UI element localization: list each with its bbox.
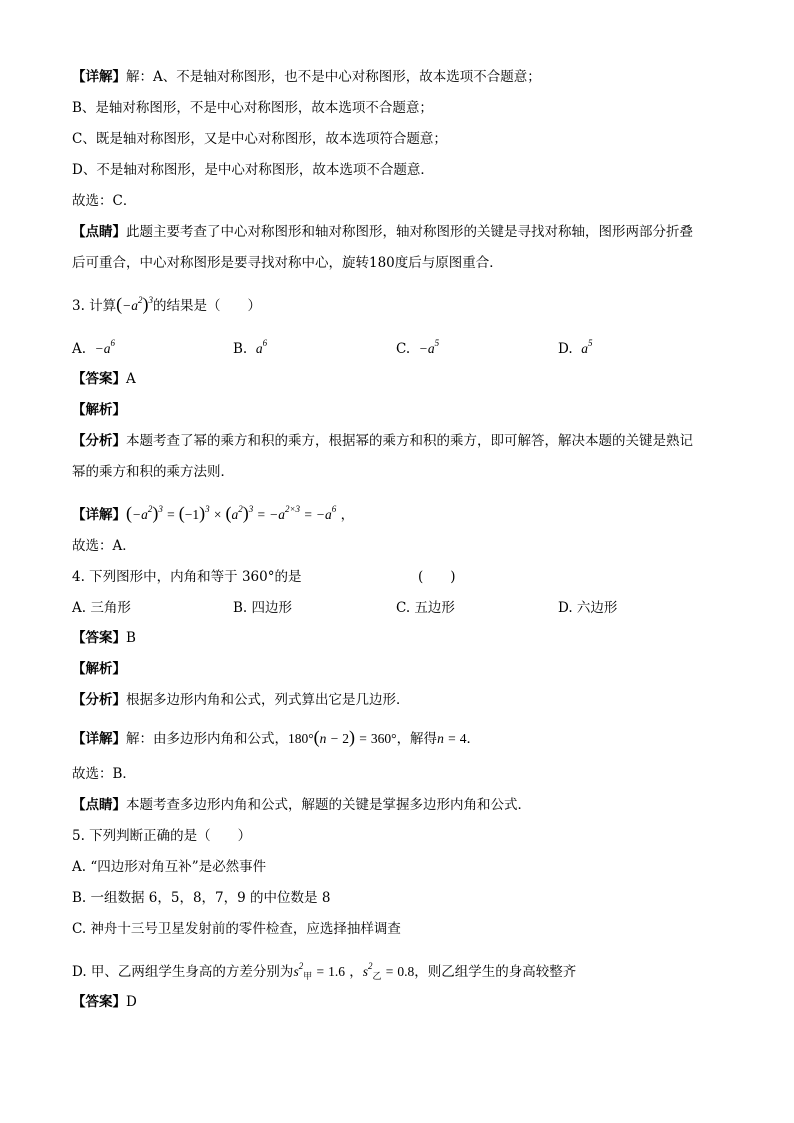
q4-dianjing-line: 【点睛】本题考查多边形内角和公式，解题的关键是掌握多边形内角和公式． — [72, 797, 531, 813]
dianjing-tag: 【点睛】 — [72, 224, 126, 240]
q4-paren: ( ) — [418, 569, 456, 585]
q5-variance-formula: $s^2_甲 = 1.6$ — [293, 961, 345, 981]
q4-option-a: A. 三角形 — [72, 600, 131, 616]
q4-option-d: D. 六边形 — [558, 600, 618, 616]
q4-analysis-heading: 【解析】 — [72, 661, 126, 677]
q3-choose: 故选：A． — [72, 538, 136, 554]
detail-line-c: C、既是轴对称图形，又是中心对称图形，故本选项符合题意； — [72, 131, 447, 147]
q5-option-a: A. “四边形对角互补”是必然事件 — [72, 859, 267, 875]
detail-line — [72, 67, 541, 87]
q4-option-b: B. 四边形 — [233, 600, 293, 616]
q4-stem: 4. 下列图形中，内角和等于 360°的是 — [72, 569, 302, 585]
q3-option-b: B. $a^6$ — [233, 338, 268, 357]
detail-text: 解：A、不是轴对称图形，也不是中心对称图形，故本选项不合题意； — [126, 69, 541, 85]
q5-option-b: B. 一组数据 6，5，8，7，9 的中位数是 8 — [72, 890, 331, 906]
q3-fenxi-line: 【分析】本题考查了幂的乘方和积的乘方，根据幂的乘方和积的乘方，即可解答，解决本题的关键是熟记 — [72, 433, 693, 449]
detail-line-d: D、不是轴对称图形，是中心对称图形，故本选项不合题意． — [72, 162, 434, 178]
detail-line-b: B、是轴对称图形，不是中心对称图形，故本选项不合题意； — [72, 100, 433, 116]
q5-option-d: D. 甲、乙两组学生身高的方差分别为$s^2_甲 = 1.6$ ，$s^2_乙 = 0.8$，则乙组学生的身高较整齐 — [72, 961, 577, 981]
q4-choose: 故选：B． — [72, 766, 136, 782]
dianjing-text: 此题主要考查了中心对称图形和轴对称图形，轴对称图形的关键是寻找对称轴，图形两部分折叠 — [126, 224, 693, 240]
q4-fenxi-line: 【分析】根据多边形内角和公式，列式算出它是几边形． — [72, 692, 410, 708]
q3-answer: 【答案】A — [72, 371, 136, 387]
q3-expression: $(-a^2)^3$ — [116, 294, 154, 314]
q4-result: n = 4 — [437, 731, 467, 746]
q3-option-c: C. $-a^5$ — [396, 338, 440, 357]
q3-detail-line: 【详解】$(-a^2)^3 = (-1)^3 \times (a^2)^3 = -a^{2\times 3} = -a^6$ ， — [72, 503, 355, 523]
dianjing-line — [72, 222, 693, 242]
q4-detail-line: 【详解】解：由多边形内角和公式，180°(n − 2) = 360°，解得n = 4． — [72, 727, 480, 747]
q4-option-c: C. 五边形 — [396, 600, 455, 616]
q3-fenxi-line-2: 幂的乘方和积的乘方法则． — [72, 464, 234, 480]
q3-analysis-heading: 【解析】 — [72, 402, 126, 418]
q3-stem-prefix: 3. 计算 — [72, 298, 117, 314]
q3-option-a: A. $-a^6$ — [72, 338, 116, 357]
dianjing-line-2: 后可重合，中心对称图形是要寻找对称中心，旋转180度后与原图重合． — [72, 255, 503, 271]
q4-formula: 180°(n − 2) = 360° — [288, 727, 397, 747]
q3-detail-formula: $(-a^2)^3 = (-1)^3 \times (a^2)^3 = -a^{2\times 3} = -a^6$ — [126, 503, 337, 523]
q3-option-d: D. $a^5$ — [558, 338, 593, 357]
q3-stem-suffix: 的结果是（ ） — [153, 298, 262, 314]
q5-stem: 5. 下列判断正确的是（ ） — [72, 828, 252, 844]
q3-stem — [72, 290, 261, 316]
q5-answer: 【答案】D — [72, 994, 137, 1010]
choose-line: 故选：C． — [72, 193, 137, 209]
q5-option-c: C. 神舟十三号卫星发射前的零件检查，应选择抽样调查 — [72, 921, 401, 937]
detail-tag: 【详解】 — [72, 69, 126, 85]
q4-answer: 【答案】B — [72, 630, 136, 646]
